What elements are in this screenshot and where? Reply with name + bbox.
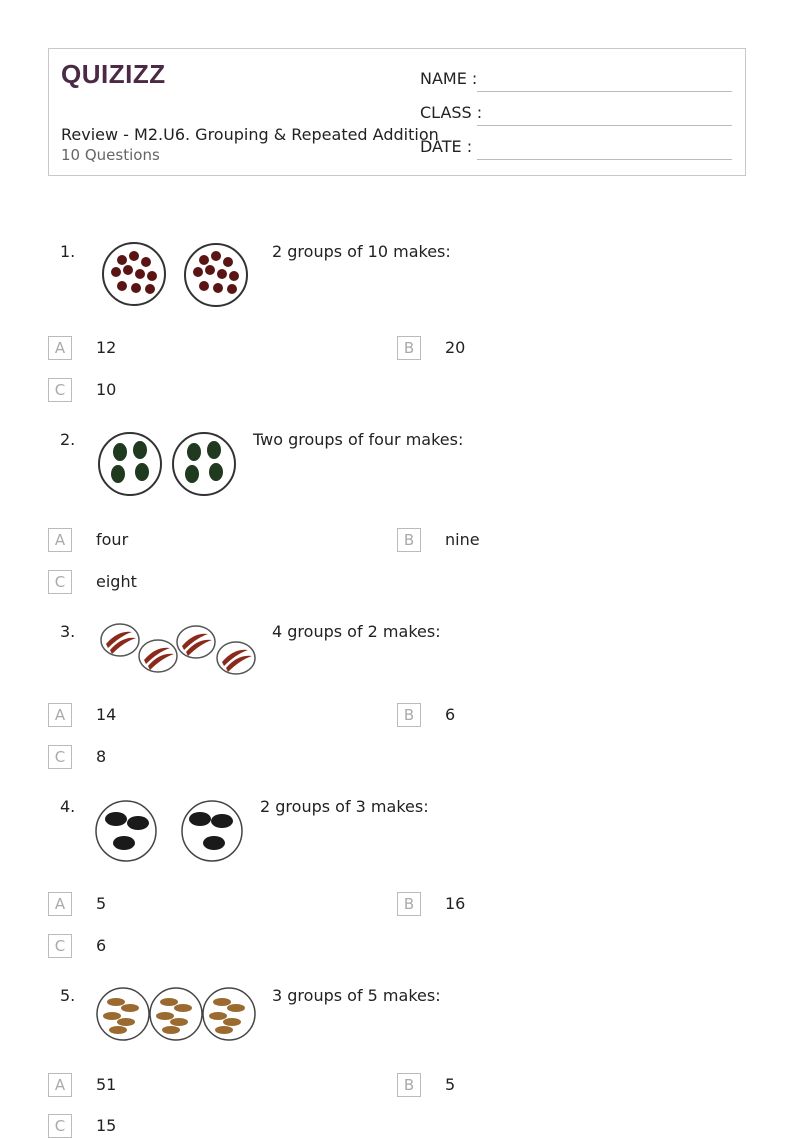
option-value: nine — [445, 530, 480, 549]
option-letter: C — [48, 570, 72, 594]
option-1b[interactable] — [397, 336, 697, 360]
option-4b[interactable] — [397, 892, 697, 916]
option-value: 10 — [96, 380, 117, 399]
name-line — [477, 91, 732, 92]
option-5b[interactable] — [397, 1073, 697, 1097]
option-value: 5 — [96, 894, 107, 913]
option-3b[interactable] — [397, 703, 697, 727]
question-text: 2 groups of 10 makes: — [272, 242, 451, 261]
option-2b[interactable] — [397, 528, 697, 552]
option-2c[interactable] — [48, 570, 348, 594]
option-letter: A — [48, 1073, 72, 1097]
option-2a[interactable] — [48, 528, 348, 552]
option-letter: B — [397, 703, 421, 727]
option-letter: B — [397, 1073, 421, 1097]
option-value: 8 — [96, 747, 107, 766]
option-value: 51 — [96, 1075, 117, 1094]
option-letter: B — [397, 892, 421, 916]
name-field[interactable] — [420, 69, 740, 93]
two-plates-of-three-pieces-icon — [96, 797, 244, 867]
option-value: 16 — [445, 894, 466, 913]
date-line — [477, 159, 732, 160]
class-field[interactable] — [420, 103, 740, 127]
question-text: 2 groups of 3 makes: — [260, 797, 429, 816]
option-value: four — [96, 530, 129, 549]
option-value: 5 — [445, 1075, 456, 1094]
question-number: 1. — [60, 242, 76, 261]
question-number: 3. — [60, 622, 76, 641]
three-plates-of-five-beans-icon — [96, 986, 258, 1044]
option-letter: C — [48, 934, 72, 958]
quizizz-logo: QUIZIZZ — [61, 59, 166, 89]
option-letter: C — [48, 745, 72, 769]
option-letter: C — [48, 378, 72, 402]
option-value: 20 — [445, 338, 466, 357]
option-4c[interactable] — [48, 934, 348, 958]
option-value: eight — [96, 572, 137, 591]
option-letter: B — [397, 336, 421, 360]
option-letter: A — [48, 528, 72, 552]
two-plates-of-ten-dots-icon — [100, 242, 256, 310]
option-value: 15 — [96, 1116, 117, 1135]
option-5a[interactable] — [48, 1073, 348, 1097]
option-3c[interactable] — [48, 745, 348, 769]
option-1a[interactable] — [48, 336, 348, 360]
date-label: DATE : — [420, 137, 473, 156]
option-letter: A — [48, 336, 72, 360]
class-label: CLASS : — [420, 103, 483, 122]
option-value: 6 — [445, 705, 456, 724]
option-letter: B — [397, 528, 421, 552]
question-text: 4 groups of 2 makes: — [272, 622, 441, 641]
date-field[interactable] — [420, 137, 740, 161]
option-letter: A — [48, 703, 72, 727]
question-number: 2. — [60, 430, 76, 449]
worksheet-header — [48, 48, 746, 176]
question-count: 10 Questions — [61, 146, 160, 164]
option-value: 6 — [96, 936, 107, 955]
option-letter: A — [48, 892, 72, 916]
worksheet-title: Review - M2.U6. Grouping & Repeated Addition — [61, 125, 439, 144]
question-number: 5. — [60, 986, 76, 1005]
question-text: Two groups of four makes: — [253, 430, 464, 449]
question-text: 3 groups of 5 makes: — [272, 986, 441, 1005]
name-label: NAME : — [420, 69, 478, 88]
option-4a[interactable] — [48, 892, 348, 916]
option-3a[interactable] — [48, 703, 348, 727]
question-number: 4. — [60, 797, 76, 816]
option-letter: C — [48, 1114, 72, 1138]
option-value: 12 — [96, 338, 117, 357]
class-line — [477, 125, 732, 126]
two-plates-of-four-peppers-icon — [96, 430, 238, 500]
option-5c[interactable] — [48, 1099, 348, 1135]
option-1c[interactable] — [48, 378, 348, 402]
option-value: 14 — [96, 705, 117, 724]
four-plates-of-two-chilies-icon — [98, 622, 258, 678]
